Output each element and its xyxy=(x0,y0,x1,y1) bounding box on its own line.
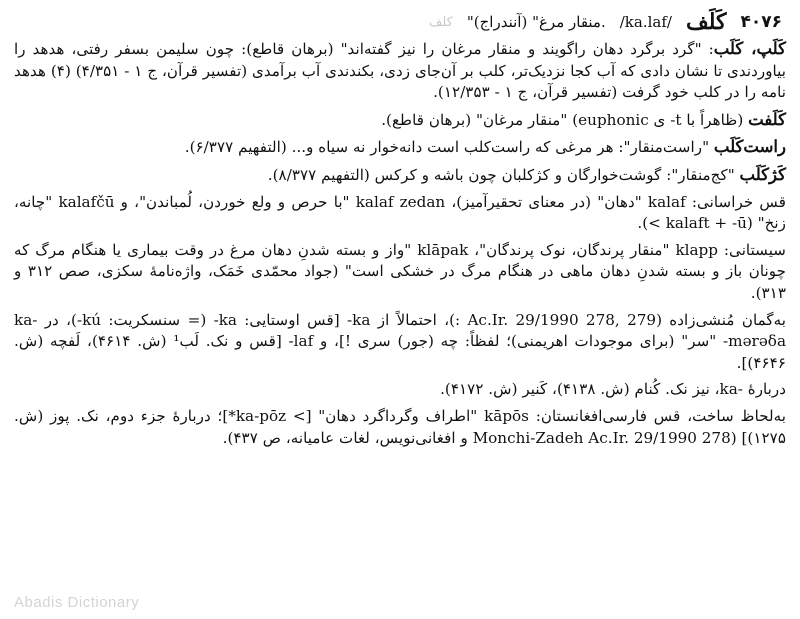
site-watermark: Abadis Dictionary xyxy=(14,594,140,611)
entry-text: (ظاهراً با t- ی euphonic) "منقار مرغان" (برهان قاطع). xyxy=(381,110,744,129)
watermark-word: کلف xyxy=(428,14,453,30)
pronunciation: /ka.laf/ xyxy=(619,13,672,31)
entry-paragraph xyxy=(14,136,786,159)
entry-headword: کَلَفت xyxy=(748,109,786,129)
page-number: ۴۰۷۶ xyxy=(740,12,782,32)
entry-paragraph xyxy=(14,310,786,375)
entry-paragraph xyxy=(14,240,786,305)
entry-text: سیستانی: klapp "منقار پرندگان، نوک پرندگان"، klāpak "واز و بسته شدنِ دهان مرغ در وقت بیماری یا هنگام مرگ که چونان باز و بسته شدنِ دهان ماهی در هنگام مرگ در خشکی است" (جواد محمّدی خَمَک، واژه‌نامهٔ سکزی، صص ۳۱۲ و ۳۱۳). xyxy=(14,240,787,302)
entry-paragraph xyxy=(14,406,786,449)
entry-paragraph xyxy=(14,379,786,401)
entry-text: به‌گمان مُنشی‌زاده (Ac.Ir. 29/1990 278, 279 :)، احتمالاً از ka- [قس اوستایی: ka- (= سنسکریت: kú-)، در ka-mərəδa- "سر" (برای موجودات اهریمنی)؛ لفظاً: چه (جور) سری !]، و laf- [قس و نک. لَب¹ (ش. ۴۶۱۴)، لَفچه (ش. ۴۶۴۶)]. xyxy=(14,310,787,372)
page-header xyxy=(390,8,782,36)
entry-text: "کج‌منقار": گوشت‌خوارگان و کژکلبان چون باشه و کرکس (التفهیم ۸/۳۷۷). xyxy=(267,165,735,184)
entry-body xyxy=(14,38,786,454)
entry-headword: راست‌کَلَب xyxy=(713,137,786,157)
entry-text: "گرد برگرد دهان راگویند و منقار مرغان را نیز گفته‌اند" (برهان قاطع): چون سلیمن بسفر رفتی، هدهد را بیاوردندی تا نشان دادی که آب کجا نزدیک‌تر، کلب بر آن‌جای زدی، بکندندی آب برآمدی (تفسیر قرآن، ج ۱ - ۴/۳۵۱) (۴) هدهد نامه را در کلب خود گرفت (تفسیر قرآن، ج ۱ - ۱۲/۳۵۳). xyxy=(14,40,786,102)
entry-headword: کَلَپ، کَلَب xyxy=(713,39,786,58)
entry-text: دربارهٔ -ka، نیز نک. کُنام (ش. ۴۱۳۸)، کَنیر (ش. ۴۱۷۲). xyxy=(440,380,786,399)
entry-text: قس خراسانی: kalaf "دهان" (در معنای تحقیرآمیز)، kalaf zedan "با حرص و ولع خوردن، لُمباندن"، و kalafčū "چانه، زنخ" (kalaft + -ū >). xyxy=(14,192,786,233)
entry-headword: کَژکَلَب xyxy=(739,164,786,184)
entry-text: "راست‌منقار": هر مرغی که راست‌کلب است دانه‌خوار نه سیاه و... (التفهیم ۶/۳۷۷). xyxy=(184,138,710,157)
entry-paragraph xyxy=(14,109,786,132)
entry-paragraph xyxy=(14,192,786,235)
entry-paragraph: کَلَپ، کَلَب: "گرد برگرد دهان راگویند و منقار مرغان را نیز گفته‌اند" (برهان قاطع): چون سلیمن بسفر رفتی، هدهد را بیاوردندی تا نشان دادی که آب کجا نزدیک‌تر، کلب بر آن‌جای زدی، بکندندی آب برآمدی (تفسیر قرآن، ج ۱ - ۴/۳۵۱) (۴) هدهد نامه را در کلب خود گرفت (تفسیر قرآن، ج ۱ - ۱۲/۳۵۳). xyxy=(14,39,786,102)
main-headword: کَلَف xyxy=(685,9,727,35)
entry-text: به‌لحاظ ساخت، قس فارسی‌افغانستان: kāpōs "اطراف وگرداگرد دهان" [> ka-pōz*]؛ دربارهٔ جزء دوم، نک. پوز (ش. ۱۲۷۵)] (Monchi-Zadeh Ac.Ir. 29/1990 278 و افغانی‌نویس، لغات عامیانه، ص ۴۳۷). xyxy=(14,406,786,447)
headword-gloss: "منقار مرغ" (آنندراج). xyxy=(466,13,606,31)
entry-paragraph xyxy=(14,164,786,187)
